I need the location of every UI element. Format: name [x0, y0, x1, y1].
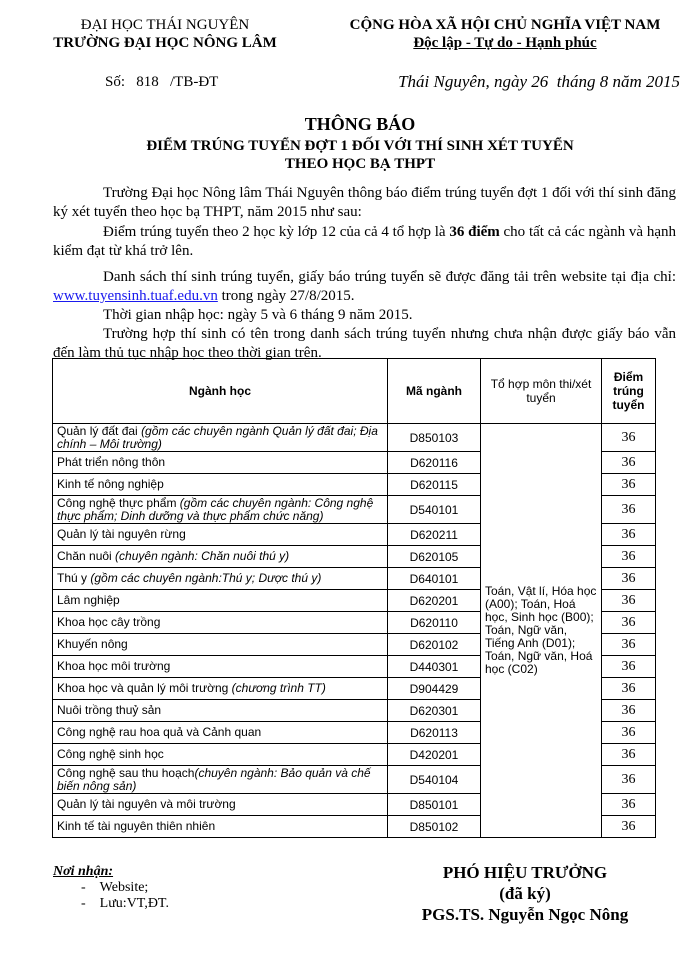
- major-note: (chuyên ngành: Chăn nuôi thú y): [115, 549, 290, 563]
- major-note: (chương trình TT): [231, 681, 326, 695]
- admission-score: 36: [602, 656, 656, 678]
- paragraph-website: [53, 268, 676, 306]
- admission-score: 36: [602, 700, 656, 722]
- document-subtitle-2: THEO HỌC BẠ THPT: [284, 156, 436, 172]
- major-name: Kinh tế nông nghiệp: [57, 477, 164, 491]
- major-name-cell: [53, 634, 388, 656]
- paragraph-enrollment-time: Thời gian nhập học: ngày 5 và 6 tháng 9 năm 2015.: [103, 307, 413, 323]
- major-name-cell: [53, 590, 388, 612]
- major-name: Quản lý tài nguyên và môi trường: [57, 797, 236, 811]
- major-name-cell: [53, 744, 388, 766]
- signature-block: [400, 862, 650, 925]
- country-name: CỘNG HÒA XÃ HỘI CHỦ NGHĨA VIỆT NAM: [349, 17, 661, 33]
- admission-score: 36: [602, 546, 656, 568]
- admission-score: 36: [602, 424, 656, 452]
- place-date: Thái Nguyên, ngày 26 tháng 8 năm 2015: [398, 72, 680, 91]
- paragraph-intro: Trường Đại học Nông lâm Thái Nguyên thông báo điểm trúng tuyển đợt 1 đối với thí sinh đăng ký xét tuyển theo học bạ THPT, năm 2015 như sau:: [53, 185, 676, 220]
- major-name-cell: [53, 656, 388, 678]
- recipients-label: Nơi nhận:: [53, 864, 114, 879]
- major-code: D620113: [388, 722, 481, 744]
- admission-score: 36: [602, 452, 656, 474]
- admission-score: 36: [602, 590, 656, 612]
- major-name-cell: [53, 568, 388, 590]
- major-code: D620201: [388, 590, 481, 612]
- admission-score: 36: [602, 568, 656, 590]
- score-highlight: 36 điểm: [449, 224, 500, 240]
- school-name: TRƯỜNG ĐẠI HỌC NÔNG LÂM: [53, 35, 277, 51]
- score-text-1: Điểm trúng tuyển theo 2 học kỳ lớp 12 của cả 4 tổ hợp là: [103, 224, 450, 240]
- major-code: D850101: [388, 794, 481, 816]
- major-code: D420201: [388, 744, 481, 766]
- major-name-cell: [53, 452, 388, 474]
- major-name-cell: [53, 816, 388, 838]
- major-name-cell: [53, 722, 388, 744]
- subject-combination: Toán, Vật lí, Hóa học (A00); Toán, Hoá học, Sinh học (B00); Toán, Ngữ văn, Tiếng Anh (D01); Toán, Ngữ văn, Hoá học (C02): [481, 424, 602, 838]
- admission-score: 36: [602, 496, 656, 524]
- recipients-block: [53, 864, 169, 912]
- header-score: Điểm trúng tuyển: [602, 359, 656, 424]
- major-code: D620105: [388, 546, 481, 568]
- paragraph-score: [53, 223, 676, 261]
- major-name: Khoa học cây trồng: [57, 615, 161, 629]
- major-code: D540104: [388, 766, 481, 794]
- major-code: D620116: [388, 452, 481, 474]
- major-name: Chăn nuôi: [57, 549, 116, 563]
- header-combo: Tổ hợp môn thi/xét tuyển: [481, 359, 602, 424]
- major-name-cell: [53, 700, 388, 722]
- document-title: THÔNG BÁO: [304, 114, 416, 134]
- major-code: D620115: [388, 474, 481, 496]
- document-number: Số: 818 /TB-ĐT: [105, 74, 219, 90]
- major-name: Công nghệ thực phẩm: [57, 495, 180, 510]
- signer-title: PHÓ HIỆU TRƯỞNG: [442, 863, 608, 882]
- admission-score: 36: [602, 678, 656, 700]
- major-code: D640101: [388, 568, 481, 590]
- admission-score: 36: [602, 816, 656, 838]
- major-name-cell: [53, 496, 388, 524]
- major-code: D904429: [388, 678, 481, 700]
- national-header: [330, 16, 680, 52]
- website-text-1: Danh sách thí sinh trúng tuyển, giấy báo trúng tuyển sẽ được đăng tải trên website tại địa chỉ:: [103, 269, 676, 285]
- admission-table: [52, 358, 656, 838]
- major-name-cell: [53, 474, 388, 496]
- major-code: D620110: [388, 612, 481, 634]
- major-name: Thú y: [57, 571, 91, 585]
- signer-status: (đã ký): [499, 884, 551, 903]
- score-text-2: cho tất cả các ngành và hạnh kiểm đạt từ khá trở lên.: [53, 224, 676, 259]
- major-code: D850103: [388, 424, 481, 452]
- major-name: Nuôi trồng thuỷ sản: [57, 703, 162, 717]
- admission-score: 36: [602, 474, 656, 496]
- table-header-row: [53, 359, 656, 424]
- recipient-item: - Lưu:VT,ĐT.: [81, 896, 169, 911]
- major-note: (chuyên ngành: Bảo quản và chế biến nông sản): [57, 765, 371, 793]
- major-name: Quản lý đất đai: [57, 423, 142, 438]
- major-name: Khoa học và quản lý môi trường: [57, 681, 232, 695]
- major-name-cell: [53, 766, 388, 794]
- org-header: [40, 16, 290, 52]
- major-name-cell: [53, 678, 388, 700]
- major-code: D540101: [388, 496, 481, 524]
- major-name: Kinh tế tài nguyên thiên nhiên: [57, 819, 216, 833]
- major-note: (gồm các chuyên ngành:Thú y; Dược thú y): [90, 571, 322, 585]
- major-code: D850102: [388, 816, 481, 838]
- major-name: Công nghệ rau hoa quả và Cảnh quan: [57, 725, 262, 739]
- header-major: Ngành học: [53, 359, 388, 424]
- major-code: D620211: [388, 524, 481, 546]
- signer-name: PGS.TS. Nguyễn Ngọc Nông: [421, 905, 629, 924]
- major-code: D620301: [388, 700, 481, 722]
- table-row: [53, 424, 656, 452]
- major-name-cell: [53, 612, 388, 634]
- table-body: [53, 424, 656, 838]
- major-name: Quản lý tài nguyên rừng: [57, 527, 186, 541]
- motto: Độc lập - Tự do - Hạnh phúc: [413, 35, 597, 51]
- admission-score: 36: [602, 524, 656, 546]
- major-code: D620102: [388, 634, 481, 656]
- university-name: ĐẠI HỌC THÁI NGUYÊN: [80, 17, 250, 33]
- major-name: Khoa học môi trường: [57, 659, 171, 673]
- document-subtitle-1: ĐIỂM TRÚNG TUYỂN ĐỢT 1 ĐỐI VỚI THÍ SINH XÉT TUYỂN: [146, 138, 574, 154]
- admission-score: 36: [602, 766, 656, 794]
- admission-score: 36: [602, 744, 656, 766]
- major-name: Công nghệ sinh học: [57, 747, 164, 761]
- header-code: Mã ngành: [388, 359, 481, 424]
- major-name-cell: [53, 794, 388, 816]
- major-name: Phát triển nông thôn: [57, 455, 166, 469]
- admission-score: 36: [602, 612, 656, 634]
- recipient-item: - Website;: [81, 880, 149, 895]
- admission-score: 36: [602, 634, 656, 656]
- website-link[interactable]: www.tuyensinh.tuaf.edu.vn: [53, 288, 218, 304]
- major-name: Khuyến nông: [57, 637, 128, 651]
- major-note: (gồm các chuyên ngành: Công nghệ thực phẩm; Dinh dưỡng và thực phẩm chức năng): [57, 495, 374, 523]
- website-text-2: trong ngày 27/8/2015.: [217, 288, 355, 304]
- paragraph-notice: Trường hợp thí sinh có tên trong danh sách trúng tuyển nhưng chưa nhận được giấy báo vẫn đến làm thủ tục nhập học theo thời gian trên.: [53, 326, 676, 361]
- admission-score: 36: [602, 722, 656, 744]
- major-name-cell: [53, 524, 388, 546]
- major-name-cell: [53, 424, 388, 452]
- major-note: (gồm các chuyên ngành Quản lý đất đai; Địa chính – Môi trường): [57, 423, 378, 451]
- major-name: Công nghệ sau thu hoạch: [57, 765, 195, 780]
- major-name: Lâm nghiệp: [57, 593, 120, 607]
- major-name-cell: [53, 546, 388, 568]
- admission-score: 36: [602, 794, 656, 816]
- major-code: D440301: [388, 656, 481, 678]
